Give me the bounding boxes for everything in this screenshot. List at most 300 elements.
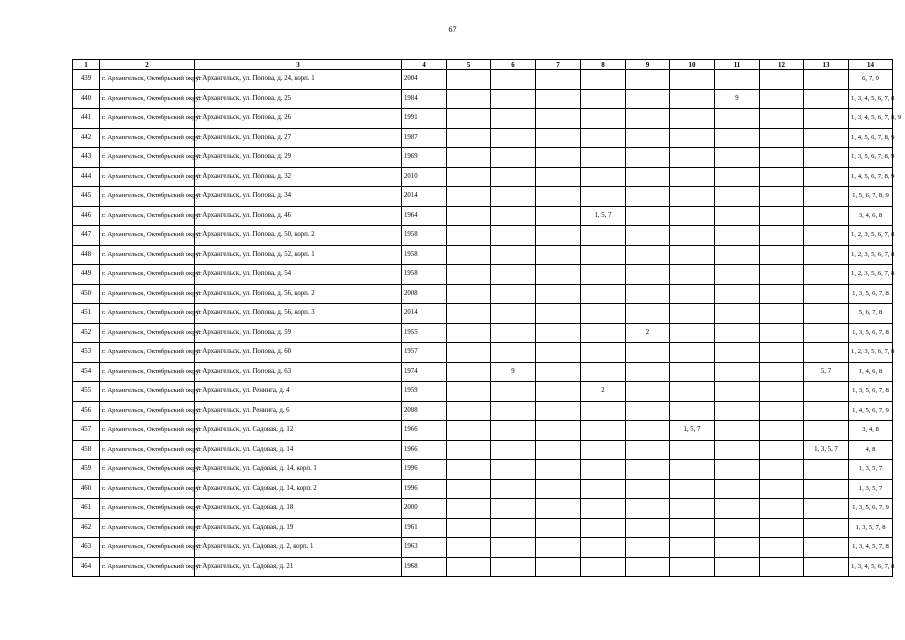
table-cell-col-5: [447, 148, 491, 168]
table-cell-col-3: г. Архангельск, ул. Садовая, д. 14: [195, 440, 402, 460]
table-cell-col-2: г. Архангельск, Октябрьский округ: [100, 518, 195, 538]
table-cell-col-1: 463: [73, 538, 100, 558]
table-cell-col-7: [536, 343, 581, 363]
table-cell-col-9: [626, 70, 670, 90]
table-cell-col-14: 1, 3, 4, 5, 7, 8: [849, 538, 893, 558]
table-cell-col-2: г. Архангельск, Октябрьский округ: [100, 499, 195, 519]
table-cell-col-5: [447, 382, 491, 402]
table-cell-col-8: [581, 167, 626, 187]
table-cell-col-11: [715, 362, 760, 382]
table-row: [73, 557, 893, 577]
table-cell-col-14: 1, 3, 5, 6, 7, 8: [849, 284, 893, 304]
table-cell-col-12: [760, 206, 804, 226]
table-cell-col-10: [670, 499, 715, 519]
table-cell-col-2: г. Архангельск, Октябрьский округ: [100, 109, 195, 129]
table-cell-col-8: [581, 538, 626, 558]
table-cell-col-12: [760, 362, 804, 382]
table-cell-col-10: [670, 187, 715, 207]
header-row: [73, 60, 893, 70]
table-cell-col-10: [670, 362, 715, 382]
table-cell-col-8: [581, 460, 626, 480]
table-cell-col-3: г. Архангельск, ул. Рениига, д. 4: [195, 382, 402, 402]
table-cell-col-5: [447, 323, 491, 343]
table-row: [73, 89, 893, 109]
table-cell-col-5: [447, 226, 491, 246]
table-cell-col-8: [581, 148, 626, 168]
table-cell-col-8: [581, 128, 626, 148]
table-cell-col-6: [491, 421, 536, 441]
table-cell-col-12: [760, 226, 804, 246]
table-cell-col-13: [804, 499, 849, 519]
table-cell-col-3: г. Архангельск, ул. Садовая, д. 2, корп. 1: [195, 538, 402, 558]
table-cell-col-1: 446: [73, 206, 100, 226]
table-cell-col-7: [536, 304, 581, 324]
table-cell-col-2: г. Архангельск, Октябрьский округ: [100, 128, 195, 148]
table-cell-col-11: [715, 401, 760, 421]
table-cell-col-11: [715, 323, 760, 343]
table-cell-col-11: [715, 128, 760, 148]
table-row: [73, 70, 893, 90]
column-header-2: 2: [100, 60, 195, 70]
column-header-10: 10: [670, 60, 715, 70]
table-cell-col-9: [626, 304, 670, 324]
column-header-1: 1: [73, 60, 100, 70]
table-cell-col-2: г. Архангельск, Октябрьский округ: [100, 245, 195, 265]
table-cell-col-1: 452: [73, 323, 100, 343]
table-cell-col-11: [715, 557, 760, 577]
table-cell-col-8: [581, 226, 626, 246]
table-cell-col-6: [491, 148, 536, 168]
table-cell-col-10: [670, 206, 715, 226]
table-cell-col-1: 456: [73, 401, 100, 421]
table-cell-col-14: 1, 3, 4, 5, 6, 7, 8, 9: [849, 109, 893, 129]
table-cell-col-8: [581, 245, 626, 265]
table-cell-col-13: [804, 343, 849, 363]
table-cell-col-4: 1969: [402, 148, 447, 168]
table-cell-col-12: [760, 460, 804, 480]
table-row: [73, 128, 893, 148]
table-cell-col-3: г. Архангельск, ул. Попова, д. 46: [195, 206, 402, 226]
table-cell-col-14: 1, 3, 5, 6, 7, 8: [849, 382, 893, 402]
table-cell-col-14: 6, 7, 9: [849, 70, 893, 90]
table-cell-col-3: г. Архангельск, ул. Попова, д. 26: [195, 109, 402, 129]
table-cell-col-5: [447, 304, 491, 324]
table-cell-col-11: [715, 343, 760, 363]
table-cell-col-14: 1, 3, 5, 6, 7, 8, 9: [849, 148, 893, 168]
table-cell-col-4: 1958: [402, 265, 447, 285]
table-cell-col-9: [626, 557, 670, 577]
table-cell-col-1: 462: [73, 518, 100, 538]
table-cell-col-2: г. Архангельск, Октябрьский округ: [100, 167, 195, 187]
table-cell-col-2: г. Архангельск, Октябрьский округ: [100, 362, 195, 382]
table-cell-col-3: г. Архангельск, ул. Попова, д. 59: [195, 323, 402, 343]
table-cell-col-7: [536, 284, 581, 304]
table-cell-col-10: [670, 284, 715, 304]
table-cell-col-5: [447, 206, 491, 226]
table-cell-col-1: 451: [73, 304, 100, 324]
table-cell-col-7: [536, 265, 581, 285]
table-cell-col-13: 5, 7: [804, 362, 849, 382]
table-cell-col-5: [447, 499, 491, 519]
table-cell-col-12: [760, 70, 804, 90]
table-cell-col-4: 1958: [402, 226, 447, 246]
column-header-6: 6: [491, 60, 536, 70]
table-cell-col-3: г. Архангельск, ул. Попова, д. 63: [195, 362, 402, 382]
table-cell-col-3: г. Архангельск, ул. Попова, д. 32: [195, 167, 402, 187]
table-cell-col-14: 1, 3, 4, 5, 6, 7, 8: [849, 557, 893, 577]
table-cell-col-1: 464: [73, 557, 100, 577]
table-cell-col-2: г. Архангельск, Октябрьский округ: [100, 304, 195, 324]
table-cell-col-13: [804, 479, 849, 499]
table-cell-col-13: [804, 265, 849, 285]
table-cell-col-8: [581, 479, 626, 499]
table-cell-col-4: 1996: [402, 460, 447, 480]
table-cell-col-4: 2004: [402, 70, 447, 90]
table-cell-col-7: [536, 89, 581, 109]
table-cell-col-5: [447, 265, 491, 285]
table-row: [73, 109, 893, 129]
table-cell-col-3: г. Архангельск, ул. Садовая, д. 21: [195, 557, 402, 577]
table-cell-col-9: 2: [626, 323, 670, 343]
table-cell-col-4: 1991: [402, 109, 447, 129]
table-cell-col-5: [447, 538, 491, 558]
table-cell-col-3: г. Архангельск, ул. Садовая, д. 18: [195, 499, 402, 519]
table-cell-col-10: [670, 323, 715, 343]
table-row: [73, 479, 893, 499]
table-cell-col-4: 1966: [402, 440, 447, 460]
table-cell-col-9: [626, 518, 670, 538]
table-cell-col-11: [715, 304, 760, 324]
table-cell-col-7: [536, 187, 581, 207]
table-cell-col-11: [715, 187, 760, 207]
table-cell-col-4: 1996: [402, 479, 447, 499]
table-cell-col-8: [581, 323, 626, 343]
table-cell-col-10: [670, 89, 715, 109]
table-cell-col-14: 1, 2, 3, 5, 6, 7, 8: [849, 245, 893, 265]
table-cell-col-4: 2008: [402, 284, 447, 304]
table-cell-col-10: [670, 440, 715, 460]
table-cell-col-1: 447: [73, 226, 100, 246]
table-cell-col-2: г. Архангельск, Октябрьский округ: [100, 226, 195, 246]
table-cell-col-7: [536, 382, 581, 402]
table-cell-col-8: [581, 499, 626, 519]
table-cell-col-8: [581, 421, 626, 441]
table-cell-col-5: [447, 460, 491, 480]
table-cell-col-3: г. Архангельск, ул. Попова, д. 24, корп. 1: [195, 70, 402, 90]
table-cell-col-2: г. Архангельск, Октябрьский округ: [100, 440, 195, 460]
table-cell-col-14: 1, 3, 5, 6, 7, 9: [849, 499, 893, 519]
table-cell-col-6: [491, 206, 536, 226]
table-cell-col-5: [447, 401, 491, 421]
table-row: [73, 323, 893, 343]
table-cell-col-13: [804, 206, 849, 226]
table-cell-col-1: 460: [73, 479, 100, 499]
table-cell-col-12: [760, 382, 804, 402]
table-cell-col-4: 1959: [402, 382, 447, 402]
table-cell-col-4: 1974: [402, 362, 447, 382]
table-cell-col-2: г. Архангельск, Октябрьский округ: [100, 538, 195, 558]
table-cell-col-10: [670, 460, 715, 480]
table-cell-col-12: [760, 401, 804, 421]
table-cell-col-13: [804, 401, 849, 421]
table-cell-col-14: 1, 3, 4, 5, 6, 7, 8: [849, 89, 893, 109]
table-cell-col-4: 2014: [402, 187, 447, 207]
table-cell-col-5: [447, 167, 491, 187]
table-cell-col-9: [626, 460, 670, 480]
table-cell-col-8: [581, 284, 626, 304]
column-header-13: 13: [804, 60, 849, 70]
table-cell-col-12: [760, 187, 804, 207]
table-cell-col-4: 1964: [402, 206, 447, 226]
table-cell-col-11: [715, 460, 760, 480]
table-cell-col-12: [760, 518, 804, 538]
table-cell-col-2: г. Архангельск, Октябрьский округ: [100, 89, 195, 109]
table-cell-col-6: [491, 128, 536, 148]
table-cell-col-13: [804, 304, 849, 324]
table-cell-col-2: г. Архангельск, Октябрьский округ: [100, 323, 195, 343]
table-cell-col-8: [581, 518, 626, 538]
table-cell-col-8: [581, 362, 626, 382]
table-cell-col-10: [670, 265, 715, 285]
table-cell-col-7: [536, 128, 581, 148]
table-cell-col-4: 1958: [402, 245, 447, 265]
table-cell-col-7: [536, 479, 581, 499]
table-cell-col-4: 2014: [402, 304, 447, 324]
table-cell-col-4: 1961: [402, 518, 447, 538]
table-cell-col-6: [491, 538, 536, 558]
table-cell-col-6: [491, 557, 536, 577]
table-cell-col-9: [626, 382, 670, 402]
table-cell-col-14: 3, 4, 6, 8: [849, 206, 893, 226]
table-cell-col-7: [536, 245, 581, 265]
table-cell-col-10: [670, 148, 715, 168]
table-cell-col-10: [670, 538, 715, 558]
table-cell-col-10: [670, 479, 715, 499]
table-cell-col-5: [447, 109, 491, 129]
table-cell-col-9: [626, 167, 670, 187]
table-cell-col-11: [715, 518, 760, 538]
table-cell-col-6: [491, 460, 536, 480]
table-cell-col-10: [670, 109, 715, 129]
table-cell-col-13: [804, 167, 849, 187]
column-header-5: 5: [447, 60, 491, 70]
table-cell-col-13: [804, 284, 849, 304]
table-row: [73, 167, 893, 187]
column-header-8: 8: [581, 60, 626, 70]
column-header-9: 9: [626, 60, 670, 70]
table-cell-col-3: г. Архангельск, ул. Попова, д. 52, корп. 1: [195, 245, 402, 265]
table-cell-col-13: [804, 323, 849, 343]
table-cell-col-6: [491, 187, 536, 207]
table-cell-col-3: г. Архангельск, ул. Попова, д. 25: [195, 89, 402, 109]
table-cell-col-6: [491, 265, 536, 285]
table-cell-col-7: [536, 460, 581, 480]
table-cell-col-14: 5, 6, 7, 8: [849, 304, 893, 324]
table-cell-col-3: г. Архангельск, ул. Попова, д. 34: [195, 187, 402, 207]
table-cell-col-12: [760, 89, 804, 109]
table-cell-col-8: 2: [581, 382, 626, 402]
table-cell-col-14: 1, 2, 3, 5, 6, 7, 8: [849, 226, 893, 246]
table-cell-col-1: 453: [73, 343, 100, 363]
table-row: [73, 187, 893, 207]
table-cell-col-8: [581, 265, 626, 285]
table-cell-col-13: 1, 3, 5, 7: [804, 440, 849, 460]
table-cell-col-6: [491, 167, 536, 187]
table-cell-col-11: [715, 538, 760, 558]
table-cell-col-1: 458: [73, 440, 100, 460]
table-cell-col-13: [804, 226, 849, 246]
table-cell-col-8: [581, 440, 626, 460]
table-cell-col-9: [626, 421, 670, 441]
table-cell-col-8: [581, 109, 626, 129]
table-cell-col-8: [581, 187, 626, 207]
table-cell-col-12: [760, 440, 804, 460]
table-cell-col-11: [715, 265, 760, 285]
table-cell-col-4: 1984: [402, 89, 447, 109]
table-cell-col-3: г. Архангельск, ул. Попова, д. 29: [195, 148, 402, 168]
table-cell-col-11: [715, 245, 760, 265]
table-cell-col-1: 449: [73, 265, 100, 285]
table-cell-col-14: 4, 8: [849, 440, 893, 460]
table-cell-col-3: г. Архангельск, ул. Садовая, д. 19: [195, 518, 402, 538]
table-cell-col-4: 2000: [402, 499, 447, 519]
table-cell-col-1: 448: [73, 245, 100, 265]
table-cell-col-5: [447, 479, 491, 499]
table-cell-col-13: [804, 187, 849, 207]
table-cell-col-6: [491, 479, 536, 499]
table-cell-col-8: [581, 70, 626, 90]
table-cell-col-11: [715, 148, 760, 168]
table-cell-col-11: 9: [715, 89, 760, 109]
table-cell-col-7: [536, 518, 581, 538]
table-cell-col-14: 1, 2, 3, 5, 6, 7, 8: [849, 343, 893, 363]
table-cell-col-8: [581, 557, 626, 577]
table-row: [73, 499, 893, 519]
table-cell-col-9: [626, 89, 670, 109]
table-cell-col-11: [715, 284, 760, 304]
table-cell-col-7: [536, 362, 581, 382]
table-cell-col-4: 1955: [402, 323, 447, 343]
column-header-3: 3: [195, 60, 402, 70]
table-cell-col-5: [447, 284, 491, 304]
table-cell-col-7: [536, 226, 581, 246]
table-cell-col-6: [491, 109, 536, 129]
table-cell-col-4: 1963: [402, 538, 447, 558]
table-cell-col-13: [804, 109, 849, 129]
table-cell-col-6: [491, 89, 536, 109]
table-cell-col-7: [536, 499, 581, 519]
table-cell-col-1: 454: [73, 362, 100, 382]
table-cell-col-3: г. Архангельск, ул. Садовая, д. 12: [195, 421, 402, 441]
column-header-14: 14: [849, 60, 893, 70]
table-cell-col-2: г. Архангельск, Октябрьский округ: [100, 148, 195, 168]
table-cell-col-12: [760, 167, 804, 187]
table-cell-col-10: [670, 128, 715, 148]
table-cell-col-10: [670, 343, 715, 363]
table-cell-col-9: [626, 128, 670, 148]
table-cell-col-12: [760, 245, 804, 265]
table-cell-col-9: [626, 206, 670, 226]
table-cell-col-12: [760, 421, 804, 441]
table-cell-col-12: [760, 148, 804, 168]
table-cell-col-2: г. Архангельск, Октябрьский округ: [100, 479, 195, 499]
table-row: [73, 245, 893, 265]
table-cell-col-7: [536, 323, 581, 343]
table-row: [73, 362, 893, 382]
table-cell-col-10: [670, 382, 715, 402]
table-cell-col-6: [491, 401, 536, 421]
table-cell-col-4: 2008: [402, 401, 447, 421]
table-cell-col-14: 1, 2, 3, 5, 6, 7, 8: [849, 265, 893, 285]
table-cell-col-1: 441: [73, 109, 100, 129]
table-cell-col-13: [804, 518, 849, 538]
table-cell-col-9: [626, 148, 670, 168]
table-cell-col-12: [760, 323, 804, 343]
table-cell-col-13: [804, 148, 849, 168]
table-cell-col-8: 1, 5, 7: [581, 206, 626, 226]
table-cell-col-2: г. Архангельск, Октябрьский округ: [100, 460, 195, 480]
table-cell-col-3: г. Архангельск, ул. Попова, д. 27: [195, 128, 402, 148]
table-cell-col-7: [536, 557, 581, 577]
column-header-4: 4: [402, 60, 447, 70]
table-cell-col-14: 1, 4, 5, 6, 7, 8, 9: [849, 128, 893, 148]
table-row: [73, 284, 893, 304]
table-cell-col-6: [491, 70, 536, 90]
table-cell-col-7: [536, 167, 581, 187]
table-cell-col-9: [626, 109, 670, 129]
table-cell-col-14: 3, 4, 8: [849, 421, 893, 441]
table-cell-col-7: [536, 109, 581, 129]
table-cell-col-11: [715, 421, 760, 441]
table-cell-col-13: [804, 421, 849, 441]
table-cell-col-9: [626, 284, 670, 304]
table-cell-col-6: [491, 304, 536, 324]
table-row: [73, 460, 893, 480]
table-cell-col-14: 1, 3, 5, 6, 7, 8: [849, 323, 893, 343]
table-cell-col-13: [804, 557, 849, 577]
table-cell-col-5: [447, 362, 491, 382]
table-cell-col-1: 442: [73, 128, 100, 148]
table-cell-col-2: г. Архангельск, Октябрьский округ: [100, 343, 195, 363]
table-cell-col-12: [760, 538, 804, 558]
table-cell-col-5: [447, 128, 491, 148]
table-cell-col-12: [760, 284, 804, 304]
table-cell-col-10: [670, 167, 715, 187]
table-cell-col-3: г. Архангельск, ул. Попова, д. 56, корп. 3: [195, 304, 402, 324]
table-cell-col-6: [491, 284, 536, 304]
table-cell-col-6: [491, 499, 536, 519]
table-cell-col-14: 1, 3, 5, 7: [849, 460, 893, 480]
table-cell-col-9: [626, 440, 670, 460]
table-row: [73, 304, 893, 324]
table-row: [73, 401, 893, 421]
table-cell-col-4: 1957: [402, 343, 447, 363]
table-cell-col-8: [581, 89, 626, 109]
table-cell-col-14: 1, 4, 6, 8: [849, 362, 893, 382]
table-cell-col-2: г. Архангельск, Октябрьский округ: [100, 265, 195, 285]
table-cell-col-3: г. Архангельск, ул. Садовая, д. 14, корп. 1: [195, 460, 402, 480]
table-cell-col-4: 1968: [402, 557, 447, 577]
column-header-7: 7: [536, 60, 581, 70]
table-cell-col-11: [715, 167, 760, 187]
table-cell-col-11: [715, 226, 760, 246]
table-cell-col-11: [715, 109, 760, 129]
column-header-12: 12: [760, 60, 804, 70]
table-cell-col-2: г. Архангельск, Октябрьский округ: [100, 206, 195, 226]
table-cell-col-13: [804, 538, 849, 558]
table-cell-col-9: [626, 499, 670, 519]
table-cell-col-8: [581, 343, 626, 363]
